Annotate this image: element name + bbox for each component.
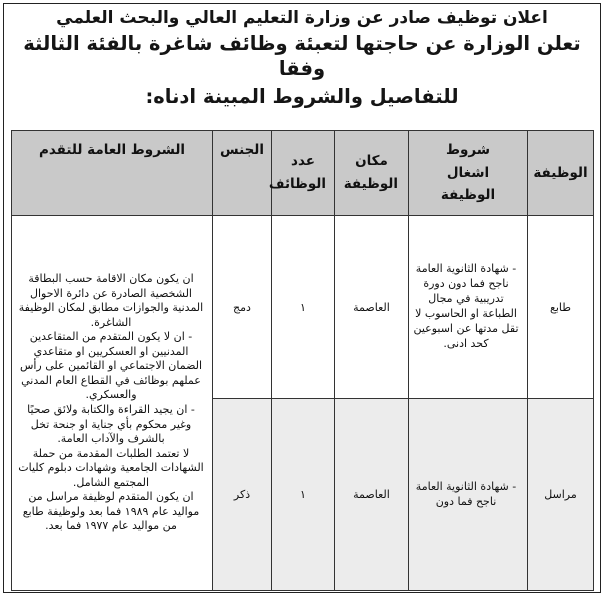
condition-item: - ان لا يكون المتقدم من المتقاعدين المدنيين او العسكريين او متقاعدي الضمان الاجتماعي او القائمين على رأس عملهم بوظائف في القطاع العام المدني والعسكري. xyxy=(19,330,203,402)
row-count: ١ xyxy=(272,399,335,591)
condition-item: ان يكون المتقدم لوظيفة مراسل من مواليد عام ١٩٨٩ فما بعد ولوظيفة طابع من مواليد عام ١٩٧٧ فما بعد. xyxy=(22,490,200,533)
row-count: ١ xyxy=(272,216,335,399)
condition-item: ان يكون مكان الاقامة حسب البطاقة الشخصية الصادرة عن دائرة الاحوال المدنية والجوازات مطابق لمكان الوظيفة الشاغرة. xyxy=(18,272,204,329)
table-header-row xyxy=(12,131,594,216)
header-job: الوظيفة xyxy=(528,131,594,216)
general-conditions xyxy=(12,216,213,591)
row-qualification: - شهادة الثانوية العامة ناجح فما دون دورة تدريبية في مجال الطباعة او الحاسوب لا تقل مدتها عن اسبوعين كحد ادنى. xyxy=(409,216,528,399)
header-location: مكان الوظيفة xyxy=(335,131,409,216)
row-qualification: - شهادة الثانوية العامة ناجح فما دون xyxy=(409,399,528,591)
jobs-table xyxy=(11,130,594,591)
header-conditions: الشروط العامة للتقدم xyxy=(12,131,213,216)
condition-item: لا تعتمد الطلبات المقدمة من حملة الشهادات الجامعية وشهادات دبلوم كليات المجتمع الشامل. xyxy=(18,446,204,489)
announcement-line-3: للتفاصيل والشروط المبينة ادناه: xyxy=(145,85,459,108)
table-row xyxy=(12,216,594,399)
row-location: العاصمة xyxy=(335,216,409,399)
header-gender: الجنس xyxy=(213,131,272,216)
row-gender: ذكر xyxy=(213,399,272,591)
row-job: مراسل xyxy=(528,399,594,591)
announcement-heading: اعلان توظيف صادر عن وزارة التعليم العالي والبحث العلمي xyxy=(56,8,548,28)
row-location: العاصمة xyxy=(335,399,409,591)
announcement-line-2: تعلن الوزارة عن حاجتها لتعبئة وظائف شاغرة بالفئة الثالثة وفقا xyxy=(23,32,581,80)
condition-item: - ان يجيد القراءة والكتابة ولائق صحيًا وغير محكوم بأي جناية او جنحة تخل بالشرف والآداب العامة. xyxy=(27,403,195,446)
header-qualification: شروط اشغال الوظيفة xyxy=(409,131,528,216)
row-job: طابع xyxy=(528,216,594,399)
job-announcement xyxy=(3,3,601,593)
row-gender: دمج xyxy=(213,216,272,399)
header-count: عدد الوظائف xyxy=(272,131,335,216)
